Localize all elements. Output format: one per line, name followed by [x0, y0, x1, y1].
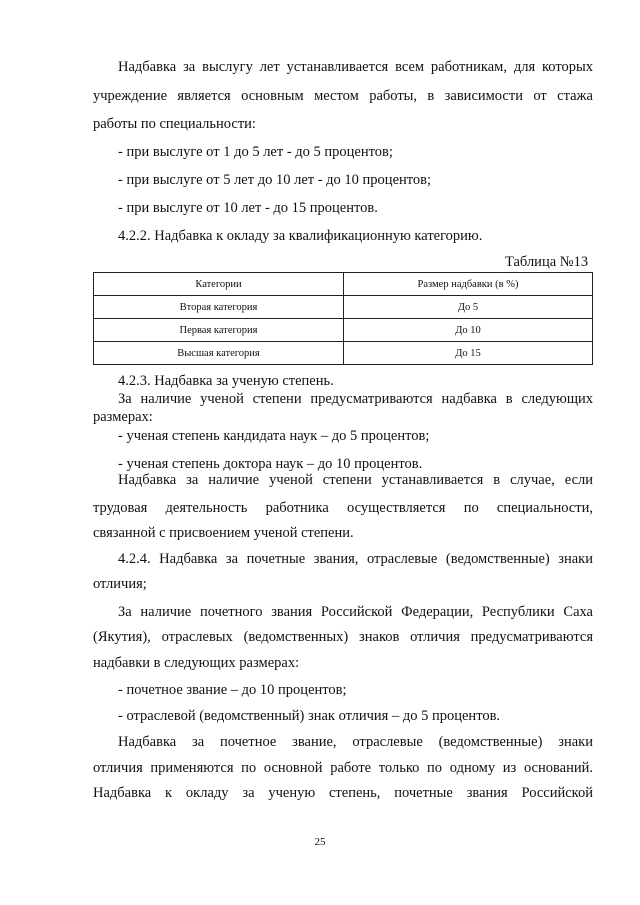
list-item: - почетное звание – до 10 процентов; [118, 682, 347, 698]
para-degree-cond-line1: Надбавка за наличие ученой степени устанавливается в случае, если [118, 472, 593, 488]
para-degree-cond-line3: связанной с присвоением ученой степени. [93, 525, 354, 541]
para-once-line1: Надбавка за почетное звание, отраслевые (ведомственные) знаки [118, 734, 593, 750]
list-item: - при выслуге от 1 до 5 лет - до 5 процентов; [118, 144, 393, 160]
list-item: - отраслевой (ведомственный) знак отличия – до 5 процентов. [118, 708, 501, 724]
table-cell: Высшая категория [94, 342, 344, 365]
table-row [94, 319, 593, 342]
para-seniority-line2: учреждение является основным местом работы, в зависимости от стажа [93, 88, 593, 104]
para-titles-line1: За наличие почетного звания Российской Федерации, Республики Саха [118, 604, 593, 620]
section-heading-4-2-2: 4.2.2. Надбавка к окладу за квалификационную категорию. [118, 228, 483, 244]
list-item: - ученая степень доктора наук – до 10 процентов. [118, 456, 423, 472]
page-number: 25 [314, 836, 326, 848]
table-cell: До 5 [344, 296, 593, 319]
list-item: - при выслуге от 5 лет до 10 лет - до 10 процентов; [118, 172, 432, 188]
table-cell: До 10 [344, 319, 593, 342]
list-item: - при выслуге от 10 лет - до 15 процентов. [118, 200, 378, 216]
table-row [94, 296, 593, 319]
table-cell: Вторая категория [94, 296, 344, 319]
list-item: - ученая степень кандидата наук – до 5 процентов; [118, 428, 430, 444]
table-cell: Первая категория [94, 319, 344, 342]
para-once-line2: отличия применяются по основной работе только по одному из оснований. [93, 760, 593, 776]
table-row [94, 342, 593, 365]
para-seniority-line1: Надбавка за выслугу лет устанавливается всем работникам, для которых [118, 59, 593, 75]
para-degree-line2: размерах: [93, 409, 153, 425]
para-seniority-line3: работы по специальности: [93, 116, 256, 132]
table-header-row [94, 273, 593, 296]
para-degree-line1: За наличие ученой степени предусматриваются надбавка в следующих [118, 391, 593, 407]
section-heading-4-2-4: 4.2.4. Надбавка за почетные звания, отраслевые (ведомственные) знаки [118, 551, 593, 567]
para-titles-line2: (Якутия), отраслевых (ведомственных) знаков отличия предусматриваются [93, 629, 593, 645]
para-once-line3: Надбавка к окладу за ученую степень, почетные звания Российской [93, 785, 593, 801]
table-caption: Таблица №13 [505, 254, 589, 270]
table-header-cell: Размер надбавки (в %) [344, 273, 593, 296]
table-header-cell: Категории [94, 273, 344, 296]
para-titles-line3: надбавки в следующих размерах: [93, 655, 300, 671]
para-degree-cond-line2: трудовая деятельность работника осуществляется по специальности, [93, 500, 593, 516]
section-heading-4-2-3: 4.2.3. Надбавка за ученую степень. [118, 373, 334, 389]
category-table [93, 272, 593, 365]
section-heading-4-2-4-cont: отличия; [93, 576, 147, 592]
table-cell: До 15 [344, 342, 593, 365]
